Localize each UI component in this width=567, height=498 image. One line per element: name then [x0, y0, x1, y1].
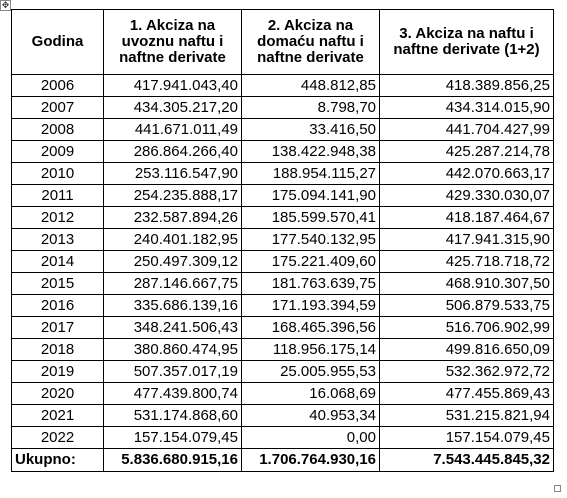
import-excise-cell: 254.235.888,17: [104, 185, 242, 207]
domestic-excise-cell: 118.956.175,14: [242, 339, 380, 361]
header-row: [12, 10, 554, 75]
import-excise-cell: 380.860.474,95: [104, 339, 242, 361]
header-domestic-excise: 2. Akciza na domaću naftu i naftne derivate: [242, 10, 380, 75]
total-excise-cell: 499.816.650,09: [380, 339, 554, 361]
domestic-excise-cell: 8.798,70: [242, 97, 380, 119]
table-row: [12, 75, 554, 97]
table-row: [12, 163, 554, 185]
domestic-excise-cell: 185.599.570,41: [242, 207, 380, 229]
table-row: [12, 185, 554, 207]
header-year: Godina: [12, 10, 104, 75]
import-excise-cell: 434.305.217,20: [104, 97, 242, 119]
table-row: [12, 405, 554, 427]
total-excise-cell: 516.706.902,99: [380, 317, 554, 339]
import-excise-cell: 441.671.011,49: [104, 119, 242, 141]
table-row: [12, 361, 554, 383]
import-excise-cell: 250.497.309,12: [104, 251, 242, 273]
domestic-excise-cell: 175.094.141,90: [242, 185, 380, 207]
year-cell: 2015: [12, 273, 104, 295]
import-excise-cell: 157.154.079,45: [104, 427, 242, 449]
table-row: [12, 207, 554, 229]
import-excise-cell: 232.587.894,26: [104, 207, 242, 229]
year-cell: 2017: [12, 317, 104, 339]
table-row: [12, 141, 554, 163]
header-import-excise: 1. Akciza na uvoznu naftu i naftne derivate: [104, 10, 242, 75]
year-cell: 2009: [12, 141, 104, 163]
domestic-excise-cell: 168.465.396,56: [242, 317, 380, 339]
year-cell: 2006: [12, 75, 104, 97]
domestic-excise-cell: 188.954.115,27: [242, 163, 380, 185]
year-cell: 2008: [12, 119, 104, 141]
year-cell: 2014: [12, 251, 104, 273]
domestic-excise-cell: 25.005.955,53: [242, 361, 380, 383]
total-excise-cell: 477.455.869,43: [380, 383, 554, 405]
year-cell: 2007: [12, 97, 104, 119]
table-row: [12, 273, 554, 295]
total-label: Ukupno:: [12, 449, 104, 472]
year-cell: 2016: [12, 295, 104, 317]
domestic-excise-cell: 171.193.394,59: [242, 295, 380, 317]
total-import-excise-cell: 5.836.680.915,16: [104, 449, 242, 472]
domestic-excise-cell: 16.068,69: [242, 383, 380, 405]
year-cell: 2012: [12, 207, 104, 229]
table-row: [12, 119, 554, 141]
total-excise-cell: 418.389.856,25: [380, 75, 554, 97]
import-excise-cell: 287.146.667,75: [104, 273, 242, 295]
total-excise-cell: 441.704.427,99: [380, 119, 554, 141]
import-excise-cell: 531.174.868,60: [104, 405, 242, 427]
header-total-excise: 3. Akciza na naftu i naftne derivate (1+2): [380, 10, 554, 75]
table-resize-handle-icon[interactable]: [554, 485, 561, 492]
total-excise-cell: 434.314.015,90: [380, 97, 554, 119]
total-excise-cell: 418.187.464,67: [380, 207, 554, 229]
domestic-excise-cell: 0,00: [242, 427, 380, 449]
table-row: [12, 427, 554, 449]
year-cell: 2011: [12, 185, 104, 207]
year-cell: 2013: [12, 229, 104, 251]
total-excise-cell: 425.718.718,72: [380, 251, 554, 273]
import-excise-cell: 240.401.182,95: [104, 229, 242, 251]
total-excise-cell: 531.215.821,94: [380, 405, 554, 427]
table-move-handle-icon[interactable]: ✥: [1, 0, 10, 10]
total-excise-cell: 417.941.315,90: [380, 229, 554, 251]
table-row: [12, 339, 554, 361]
table-row: [12, 97, 554, 119]
total-excise-cell: 425.287.214,78: [380, 141, 554, 163]
import-excise-cell: 286.864.266,40: [104, 141, 242, 163]
year-cell: 2010: [12, 163, 104, 185]
domestic-excise-cell: 138.422.948,38: [242, 141, 380, 163]
total-total-excise-cell: 7.543.445.845,32: [380, 449, 554, 472]
table-row: [12, 251, 554, 273]
domestic-excise-cell: 33.416,50: [242, 119, 380, 141]
total-excise-cell: 157.154.079,45: [380, 427, 554, 449]
table-row: [12, 229, 554, 251]
year-cell: 2019: [12, 361, 104, 383]
total-excise-cell: 468.910.307,50: [380, 273, 554, 295]
import-excise-cell: 253.116.547,90: [104, 163, 242, 185]
import-excise-cell: 348.241.506,43: [104, 317, 242, 339]
year-cell: 2021: [12, 405, 104, 427]
domestic-excise-cell: 40.953,34: [242, 405, 380, 427]
excise-table: [11, 9, 554, 472]
table-row: [12, 383, 554, 405]
table-row: [12, 317, 554, 339]
import-excise-cell: 507.357.017,19: [104, 361, 242, 383]
total-excise-cell: 442.070.663,17: [380, 163, 554, 185]
domestic-excise-cell: 448.812,85: [242, 75, 380, 97]
total-excise-cell: 532.362.972,72: [380, 361, 554, 383]
table-row: [12, 295, 554, 317]
total-row: [12, 449, 554, 472]
year-cell: 2022: [12, 427, 104, 449]
domestic-excise-cell: 175.221.409,60: [242, 251, 380, 273]
year-cell: 2020: [12, 383, 104, 405]
domestic-excise-cell: 177.540.132,95: [242, 229, 380, 251]
import-excise-cell: 417.941.043,40: [104, 75, 242, 97]
year-cell: 2018: [12, 339, 104, 361]
total-excise-cell: 429.330.030,07: [380, 185, 554, 207]
import-excise-cell: 477.439.800,74: [104, 383, 242, 405]
domestic-excise-cell: 181.763.639,75: [242, 273, 380, 295]
total-domestic-excise-cell: 1.706.764.930,16: [242, 449, 380, 472]
import-excise-cell: 335.686.139,16: [104, 295, 242, 317]
total-excise-cell: 506.879.533,75: [380, 295, 554, 317]
